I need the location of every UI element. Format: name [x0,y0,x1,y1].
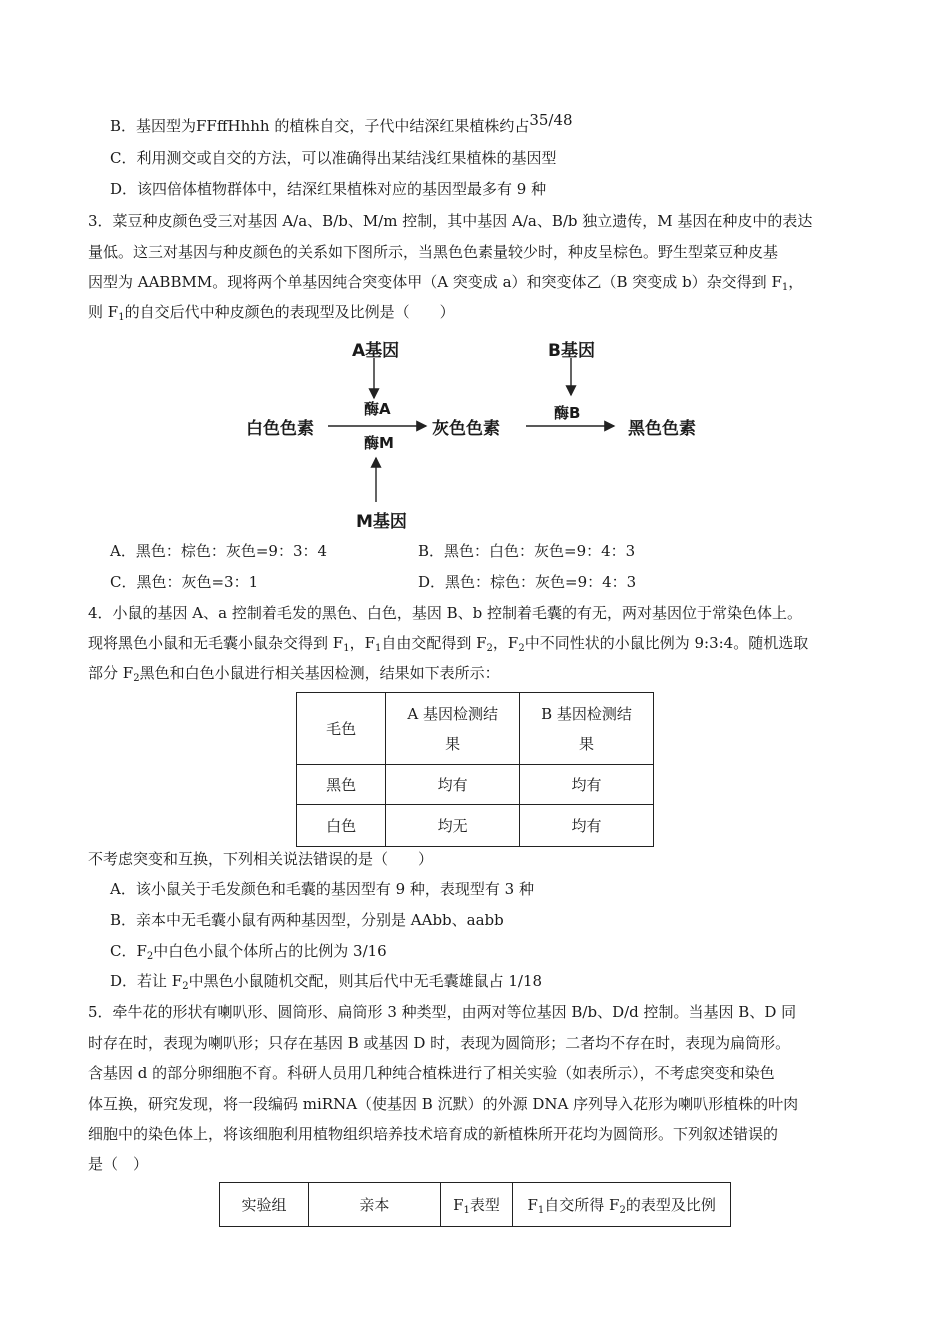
table-header-parents: 亲本 [308,1183,440,1227]
b-gene-header-line2: 果 [579,734,595,753]
q2-option-b-fraction: 35/48 [529,111,573,129]
q3-line3-end: ， [788,273,804,291]
q4-line3-b: 黑色和白色小鼠进行相关基因检测，结果如下表所示： [139,664,500,682]
f2-header-sub-a: 1 [537,1204,545,1216]
f1-header-a: F [453,1195,464,1214]
q4-option-c [110,941,387,961]
q3-line3-sub: 1 [781,282,789,293]
q5-stem-line4: 体互换，研究发现，将一段编码 miRNA（使基因 B 沉默）的外源 DNA 序列导入花形为喇叭形植株的叶肉 [88,1095,799,1113]
q4-option-a: A．该小鼠关于毛发颜色和毛囊的基因型有 9 种，表现型有 3 种 [110,880,534,898]
enzyme-m-label: 酶M [364,434,394,452]
black-pigment-label: 黑色色素 [628,419,696,439]
a-gene-header-line1: A 基因检测结 [407,704,498,723]
q5-stem-line3: 含基因 d 的部分卵细胞不育。科研人员用几种纯合植株进行了相关实验（如表所示），不考虑突变和染色 [88,1064,775,1082]
table-header-color: 毛色 [297,693,386,765]
table-row [297,805,654,847]
b-gene-header-line1: B 基因检测结 [541,704,632,723]
q4-line2-sub-c: 2 [486,643,493,654]
q4-line2-sub-d: 2 [518,643,525,654]
q2-option-d: D．该四倍体植物群体中，结深红果植株对应的基因型最多有 9 种 [110,180,547,198]
gray-pigment-label: 灰色色素 [432,419,500,439]
q3-stem-line4 [88,302,455,322]
q5-stem-line1: 5．牵牛花的形状有喇叭形、圆筒形、扁筒形 3 种类型，由两对等位基因 B/b、D/d 控制。当基因 B、D 同 [88,1003,797,1021]
white-pigment-label: 白色色素 [246,419,314,439]
q4-question: 不考虑突变和互换，下列相关说法错误的是（ ） [88,850,434,868]
q3-stem-line2: 量低。这三对基因与种皮颜色的关系如下图所示，当黑色色素量较少时，种皮呈棕色。野生型菜豆种皮基 [88,243,779,261]
q4-line2-e: 中不同性状的小鼠比例为 9:3:4。随机选取 [524,634,809,652]
q3-stem-line1: 3．菜豆种皮颜色受三对基因 A/a、B/b、M/m 控制，其中基因 A/a、B/b 独立遗传，M 基因在种皮中的表达 [88,212,813,230]
q5-stem-line6: 是（ ） [88,1155,149,1173]
q4-line2-d: ，F [492,634,519,652]
table-header-f2 [513,1183,731,1227]
q4-line3-sub: 2 [133,673,140,684]
q5-stem-line5: 细胞中的染色体上，将该细胞利用植物组织培养技术培育成的新植株所开花均为圆筒形。下列叙述错误的 [88,1125,779,1143]
a-gene-header-line2: 果 [445,734,461,753]
f1-header-b: 表型 [469,1195,500,1214]
gene-m-label: M基因 [356,512,407,532]
q4-line2-b: ，F [349,634,375,652]
enzyme-a-label: 酶A [364,400,391,418]
f2-header-a: F [527,1195,538,1214]
table-cell: 均有 [520,805,654,847]
table-cell: 均无 [386,805,520,847]
q4-option-d-sub: 2 [182,981,189,992]
q4-line2-c: 自由交配得到 F [381,634,487,652]
table-row [297,765,654,805]
q3-option-a: A．黑色：棕色：灰色=9：3：4 [110,542,328,560]
q5-stem-line2: 时存在时，表现为喇叭形；只存在基因 B 或基因 D 时，表现为圆筒形；二者均不存在时，表现为扁筒形。 [88,1034,791,1052]
q3-line4-sub: 1 [118,312,125,323]
f2-header-c: 的表型及比例 [625,1195,716,1214]
q4-line2-sub-a: 1 [343,643,350,654]
q4-stem-line3 [88,663,500,683]
table-cell: 黑色 [297,765,386,805]
f2-header-b: 自交所得 F [544,1195,620,1214]
q2-option-b-text: B．基因型为FFffHhhh 的植株自交，子代中结深红果植株约占 [110,117,530,135]
q3-option-b: B．黑色：白色：灰色=9：4：3 [418,542,636,560]
q4-option-d-b: 中黑色小鼠随机交配，则其后代中无毛囊雄鼠占 1/18 [188,972,543,990]
q4-gene-test-table [296,692,654,847]
q5-experiment-table [219,1182,731,1227]
q4-option-d [110,971,542,991]
table-row [220,1183,731,1227]
q3-line3-text: 因型为 AABBMM。现将两个单基因纯合突变体甲（A 突变成 a）和突变体乙（B 突变成 b）杂交得到 F [88,273,782,291]
table-row [297,693,654,765]
q3-option-c: C．黑色：灰色=3：1 [110,573,259,591]
q4-stem-line1: 4．小鼠的基因 A、a 控制着毛发的黑色、白色，基因 B、b 控制着毛囊的有无，两对基因位于常染色体上。 [88,604,803,622]
table-cell: 白色 [297,805,386,847]
q3-stem-line3 [88,272,803,292]
q4-option-c-sub: 2 [146,951,154,962]
gene-b-label: B基因 [548,341,595,361]
q3-line4-post: 的自交后代中种皮颜色的表现型及比例是（ ） [124,303,455,321]
gene-a-label: A基因 [352,341,400,361]
table-header-a-gene [386,693,520,765]
table-cell: 均有 [386,765,520,805]
pigment-pathway-diagram [230,330,730,535]
table-header-group: 实验组 [220,1183,309,1227]
f1-header-sub: 1 [463,1204,470,1216]
table-header-f1 [440,1183,513,1227]
q2-option-b [110,111,573,136]
q2-option-c: C．利用测交或自交的方法，可以准确得出某结浅红果植株的基因型 [110,149,557,167]
f2-header-sub-b: 2 [619,1204,626,1216]
enzyme-b-label: 酶B [554,404,581,422]
table-cell: 均有 [520,765,654,805]
q4-option-b: B．亲本中无毛囊小鼠有两种基因型，分别是 AAbb、aabb [110,911,504,929]
q4-line2-sub-b: 1 [374,643,382,654]
q4-line2-a: 现将黑色小鼠和无毛囊小鼠杂交得到 F [88,634,344,652]
q4-option-c-b: 中白色小鼠个体所占的比例为 3/16 [153,942,387,960]
table-header-b-gene [520,693,654,765]
q4-line3-a: 部分 F [88,664,134,682]
q4-option-c-a: C．F [110,942,147,960]
q3-option-d: D．黑色：棕色：灰色=9：4：3 [418,573,637,591]
q3-line4-pre: 则 F [88,303,119,321]
q4-option-d-a: D．若让 F [110,972,183,990]
q4-stem-line2 [88,633,808,653]
